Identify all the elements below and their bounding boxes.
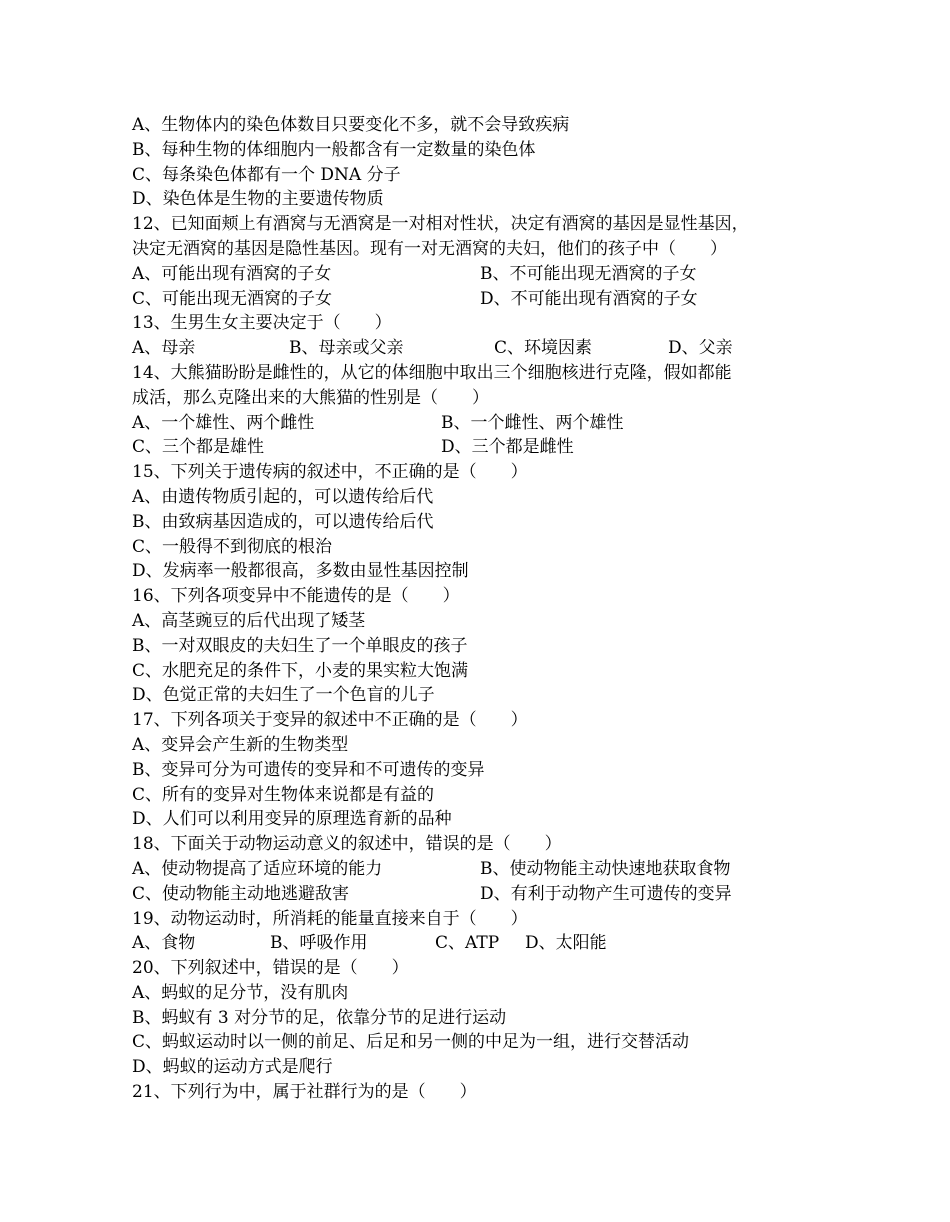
option-line: B、每种生物的体细胞内一般都含有一定数量的染色体 [132,139,536,160]
question-20-stem: 20、下列叙述中，错误的是（ ） [132,958,409,979]
option-line: A、蚂蚁的足分节，没有肌肉 [132,982,349,1003]
question-14-options-row-1 [132,411,832,436]
option-line: C、每条染色体都有一个 DNA 分子 [132,164,401,185]
question-19-options-row [132,931,832,956]
option-line: A、由遗传物质引起的，可以遗传给后代 [132,486,434,507]
option-c: C、环境因素 [494,338,593,359]
option-line: A、变异会产生新的生物类型 [132,734,349,755]
option-line: B、蚂蚁有 3 对分节的足，依靠分节的足进行运动 [132,1007,507,1028]
option-d: D、太阳能 [525,933,607,954]
question-16-stem: 16、下列各项变异中不能遗传的是（ ） [132,586,460,607]
option-line: D、色觉正常的夫妇生了一个色盲的儿子 [132,685,435,706]
option-line: D、蚂蚁的运动方式是爬行 [132,1057,333,1078]
question-13-options-row [132,336,832,361]
option-line: B、变异可分为可遗传的变异和不可遗传的变异 [132,759,485,780]
option-line: B、一对双眼皮的夫妇生了一个单眼皮的孩子 [132,635,468,656]
option-line: A、高茎豌豆的后代出现了矮茎 [132,610,366,631]
option-line: D、染色体是生物的主要遗传物质 [132,189,384,210]
option-c: C、三个都是雄性 [132,437,265,458]
option-d: D、父亲 [668,338,733,359]
question-18-options-row-1 [132,857,832,882]
question-15-stem: 15、下列关于遗传病的叙述中，不正确的是（ ） [132,462,528,483]
option-d: D、不可能出现有酒窝的子女 [480,288,698,309]
option-b: B、一个雌性、两个雄性 [441,412,624,433]
option-a: A、母亲 [132,338,196,359]
question-21-stem: 21、下列行为中，属于社群行为的是（ ） [132,1082,477,1103]
option-c: C、可能出现无酒窝的子女 [132,288,333,309]
option-b: B、使动物能主动快速地获取食物 [480,858,731,879]
option-line: D、发病率一般都很高，多数由显性基因控制 [132,561,469,582]
option-line: C、所有的变异对生物体来说都是有益的 [132,784,435,805]
option-a: A、可能出现有酒窝的子女 [132,263,332,284]
question-14-stem-cont: 成活，那么克隆出来的大熊猫的性别是（ ） [132,387,489,408]
question-13-stem: 13、生男生女主要决定于（ ） [132,313,392,334]
question-12-options-row-2 [132,287,832,312]
option-a: A、使动物提高了适应环境的能力 [132,858,383,879]
option-a: A、食物 [132,933,196,954]
option-d: D、有利于动物产生可遗传的变异 [480,883,732,904]
question-19-stem: 19、动物运动时，所消耗的能量直接来自于（ ） [132,908,528,929]
question-18-stem: 18、下面关于动物运动意义的叙述中，错误的是（ ） [132,834,562,855]
option-line: C、蚂蚁运动时以一侧的前足、后足和另一侧的中足为一组，进行交替活动 [132,1032,690,1053]
option-c: C、ATP [435,933,500,954]
question-14-options-row-2 [132,435,832,460]
option-b: B、不可能出现无酒窝的子女 [480,263,697,284]
option-line: C、一般得不到彻底的根治 [132,536,333,557]
option-b: B、呼吸作用 [270,933,368,954]
option-c: C、使动物能主动地逃避敌害 [132,883,350,904]
option-line: D、人们可以利用变异的原理选育新的品种 [132,809,452,830]
question-12-stem-cont: 决定无酒窝的基因是隐性基因。现有一对无酒窝的夫妇，他们的孩子中（ ） [132,238,727,259]
question-17-stem: 17、下列各项关于变异的叙述中不正确的是（ ） [132,710,528,731]
question-text-block [132,113,832,1105]
question-14-stem: 14、大熊猫盼盼是雌性的，从它的体细胞中取出三个细胞核进行克隆，假如都能 [132,362,732,383]
option-d: D、三个都是雌性 [441,437,574,458]
question-12-stem: 12、已知面颊上有酒窝与无酒窝是一对相对性状，决定有酒窝的基因是显性基因， [132,214,749,235]
option-line: B、由致病基因造成的，可以遗传给后代 [132,511,434,532]
question-12-options-row-1 [132,262,832,287]
question-18-options-row-2 [132,882,832,907]
option-line: C、水肥充足的条件下，小麦的果实粒大饱满 [132,660,469,681]
option-b: B、母亲或父亲 [289,338,404,359]
option-line: A、生物体内的染色体数目只要变化不多，就不会导致疾病 [132,115,570,135]
option-a: A、一个雄性、两个雌性 [132,412,315,433]
